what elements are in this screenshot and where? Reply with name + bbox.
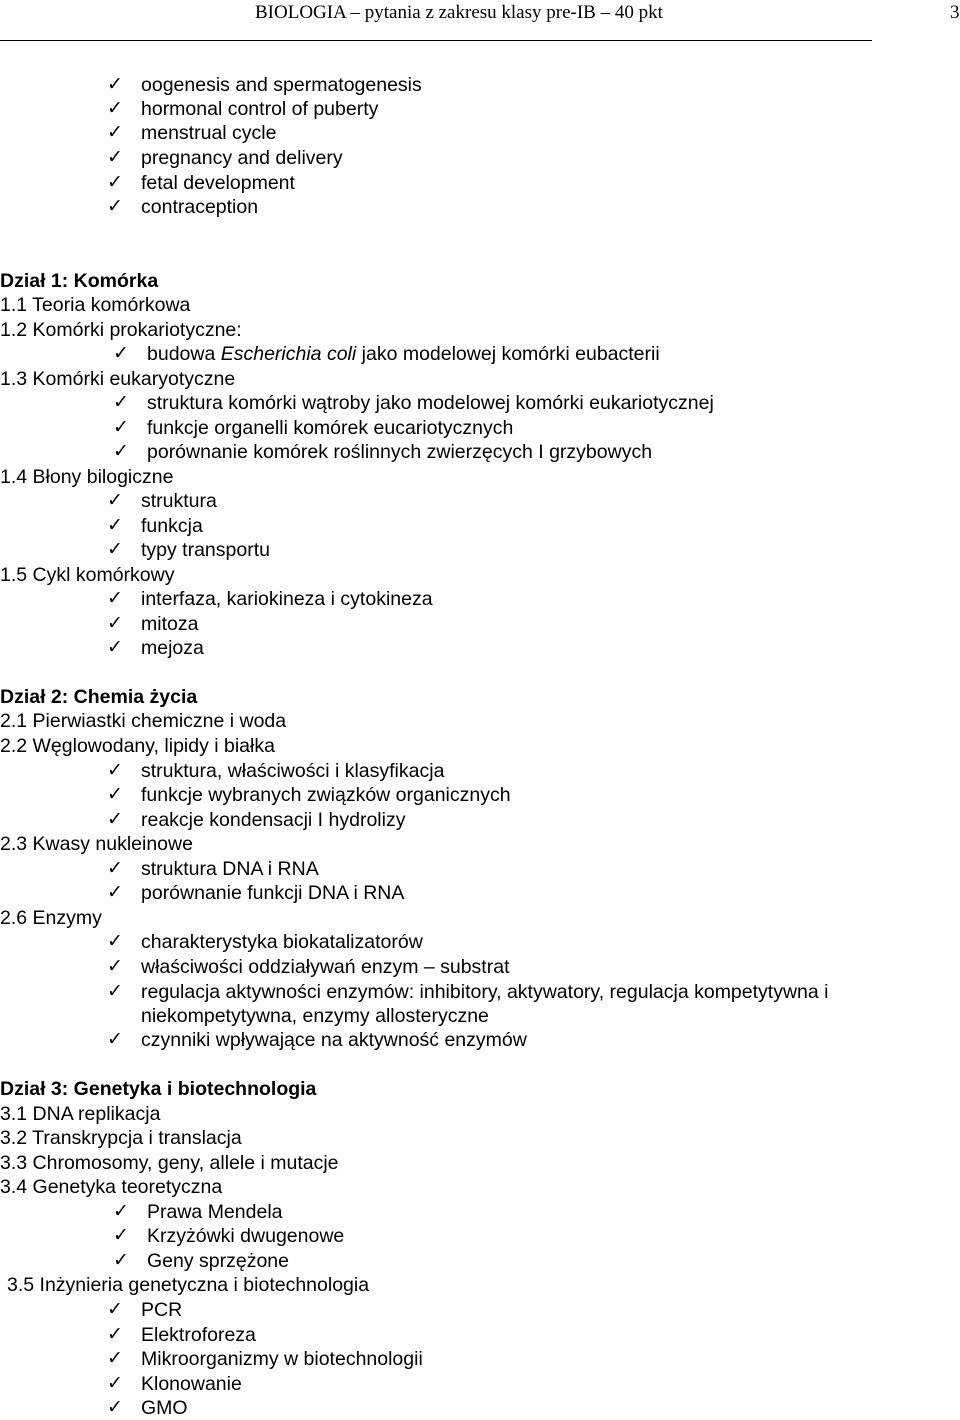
- checklist-item: PCR: [141, 1299, 183, 1321]
- check-mark-icon: ✓: [107, 147, 123, 168]
- check-mark-icon: ✓: [107, 981, 123, 1002]
- check-mark-icon: ✓: [113, 417, 129, 438]
- document-line: 1.3 Komórki eukaryotyczne: [0, 368, 236, 390]
- checklist-item: hormonal control of puberty: [141, 98, 379, 120]
- check-mark-icon: ✓: [107, 1348, 123, 1369]
- check-mark-icon: ✓: [107, 637, 123, 658]
- check-mark-icon: ✓: [107, 1029, 123, 1050]
- check-mark-icon: ✓: [113, 1225, 129, 1246]
- checklist-item: oogenesis and spermatogenesis: [141, 74, 422, 96]
- check-mark-icon: ✓: [107, 956, 123, 977]
- check-mark-icon: ✓: [113, 441, 129, 462]
- checklist-item: czynniki wpływające na aktywność enzymów: [141, 1029, 527, 1051]
- header-title: BIOLOGIA – pytania z zakresu klasy pre-IB – 40 pkt: [255, 2, 663, 23]
- check-mark-icon: ✓: [107, 809, 123, 830]
- check-mark-icon: ✓: [107, 1397, 123, 1418]
- document-line: 1.4 Błony bilogiczne: [0, 466, 174, 488]
- checklist-item: [147, 342, 660, 366]
- check-mark-icon: ✓: [113, 343, 129, 364]
- check-mark-icon: ✓: [107, 515, 123, 536]
- check-mark-icon: ✓: [113, 392, 129, 413]
- line-text: budowa: [147, 343, 221, 365]
- check-mark-icon: ✓: [107, 122, 123, 143]
- check-mark-icon: ✓: [113, 1250, 129, 1271]
- check-mark-icon: ✓: [107, 74, 123, 95]
- check-mark-icon: ✓: [107, 172, 123, 193]
- section-heading: Dział 3: Genetyka i biotechnologia: [0, 1078, 317, 1100]
- checklist-item: Mikroorganizmy w biotechnologii: [141, 1348, 423, 1370]
- checklist-item: funkcje organelli komórek eucariotycznych: [147, 417, 514, 439]
- check-mark-icon: ✓: [107, 1373, 123, 1394]
- checklist-item: Geny sprzężone: [147, 1250, 289, 1272]
- checklist-item: GMO: [141, 1397, 188, 1419]
- checklist-item: mejoza: [141, 637, 204, 659]
- check-mark-icon: ✓: [107, 196, 123, 217]
- checklist-item: Krzyżówki dwugenowe: [147, 1225, 345, 1247]
- check-mark-icon: ✓: [107, 1299, 123, 1320]
- check-mark-icon: ✓: [107, 882, 123, 903]
- checklist-item: contraception: [141, 196, 259, 218]
- checklist-item: mitoza: [141, 613, 199, 635]
- check-mark-icon: ✓: [107, 98, 123, 119]
- check-mark-icon: ✓: [107, 539, 123, 560]
- checklist-item: Prawa Mendela: [147, 1201, 283, 1223]
- check-mark-icon: ✓: [107, 588, 123, 609]
- document-line: 2.3 Kwasy nukleinowe: [0, 833, 193, 855]
- check-mark-icon: ✓: [107, 760, 123, 781]
- check-mark-icon: ✓: [107, 613, 123, 634]
- document-line: 2.2 Węglowodany, lipidy i białka: [0, 735, 275, 757]
- document-line: 1.5 Cykl komórkowy: [0, 564, 175, 586]
- section-heading: Dział 2: Chemia życia: [0, 686, 198, 708]
- check-mark-icon: ✓: [107, 784, 123, 805]
- header-divider: [0, 40, 872, 41]
- line-text: jako modelowej komórki eubacterii: [356, 343, 660, 365]
- checklist-item: reakcje kondensacji I hydrolizy: [141, 809, 406, 831]
- checklist-item: właściwości oddziaływań enzym – substrat: [141, 956, 510, 978]
- check-mark-icon: ✓: [107, 1324, 123, 1345]
- checklist-item: Elektroforeza: [141, 1324, 256, 1346]
- check-mark-icon: ✓: [107, 858, 123, 879]
- checklist-item: typy transportu: [141, 539, 270, 561]
- checklist-item: menstrual cycle: [141, 122, 277, 144]
- document-line: 3.5 Inżynieria genetyczna i biotechnologia: [7, 1274, 370, 1296]
- checklist-item: fetal development: [141, 172, 295, 194]
- document-line: 2.6 Enzymy: [0, 907, 102, 929]
- checklist-item: regulacja aktywności enzymów: inhibitory, aktywatory, regulacja kompetytywna i: [141, 981, 829, 1003]
- checklist-item: struktura: [141, 490, 217, 512]
- checklist-item: funkcja: [141, 515, 203, 537]
- checklist-item: funkcje wybranych związków organicznych: [141, 784, 511, 806]
- checklist-item: struktura DNA i RNA: [141, 858, 319, 880]
- section-heading: Dział 1: Komórka: [0, 270, 159, 292]
- checklist-item: pregnancy and delivery: [141, 147, 343, 169]
- document-line: 3.1 DNA replikacja: [0, 1103, 161, 1125]
- check-mark-icon: ✓: [113, 1201, 129, 1222]
- checklist-item: struktura komórki wątroby jako modelowej komórki eukariotycznej: [147, 392, 714, 414]
- checklist-item: porównanie komórek roślinnych zwierzęcych I grzybowych: [147, 441, 653, 463]
- checklist-item: interfaza, kariokineza i cytokineza: [141, 588, 433, 610]
- document-line: 3.4 Genetyka teoretyczna: [0, 1176, 223, 1198]
- document-line: 3.2 Transkrypcja i translacja: [0, 1127, 242, 1149]
- document-line: niekompetytywna, enzymy allosteryczne: [141, 1005, 489, 1027]
- check-mark-icon: ✓: [107, 931, 123, 952]
- checklist-item: porównanie funkcji DNA i RNA: [141, 882, 405, 904]
- checklist-item: Klonowanie: [141, 1373, 242, 1395]
- document-line: 2.1 Pierwiastki chemiczne i woda: [0, 710, 287, 732]
- document-line: 1.2 Komórki prokariotyczne:: [0, 319, 242, 341]
- species-name: Escherichia coli: [220, 343, 357, 365]
- page-number: 3: [950, 2, 960, 23]
- checklist-item: struktura, właściwości i klasyfikacja: [141, 760, 445, 782]
- check-mark-icon: ✓: [107, 490, 123, 511]
- document-line: 3.3 Chromosomy, geny, allele i mutacje: [0, 1152, 339, 1174]
- page-header: [0, 0, 960, 45]
- checklist-item: charakterystyka biokatalizatorów: [141, 931, 423, 953]
- document-line: 1.1 Teoria komórkowa: [0, 294, 191, 316]
